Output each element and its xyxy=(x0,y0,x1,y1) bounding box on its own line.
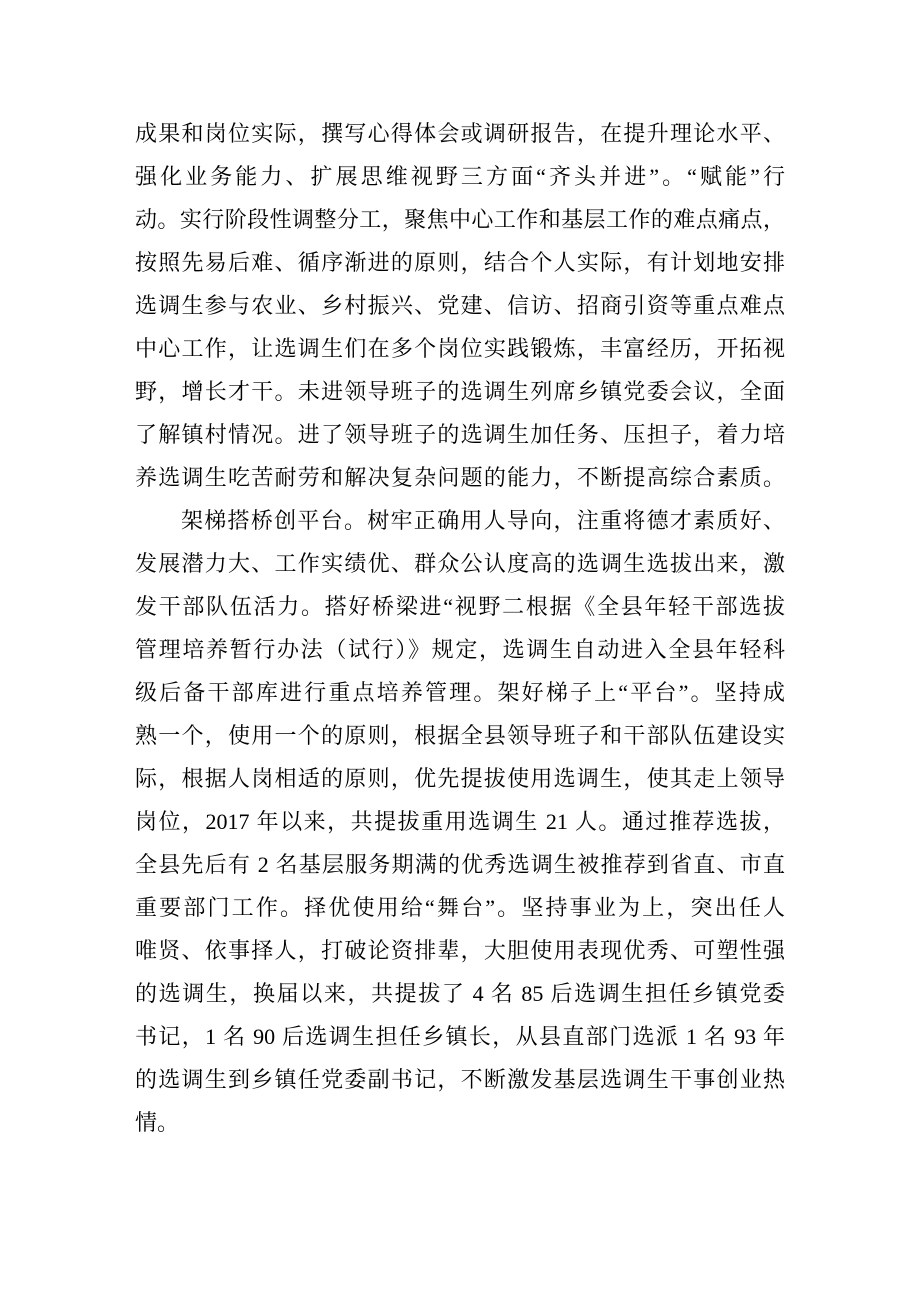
text-line-22: 书记，1 名 90 后选调生担任乡镇长，从县直部门选派 1 名 93 年 xyxy=(135,1024,785,1049)
text-line-9: 养选调生吃苦耐劳和解决复杂问题的能力，不断提高综合素质。 xyxy=(135,465,785,490)
text-line-13: 管理培养暂行办法（试行）》规定，选调生自动进入全县年轻科 xyxy=(135,637,785,662)
text-line-4: 按照先易后难、循序渐进的原则，结合个人实际，有计划地安排 xyxy=(135,250,785,275)
text-line-17: 岗位，2017 年以来，共提拔重用选调生 21 人。通过推荐选拔， xyxy=(135,809,785,834)
text-line-23: 的选调生到乡镇任党委副书记，不断激发基层选调生干事创业热 xyxy=(135,1067,785,1092)
text-line-19: 重要部门工作。择优使用给“舞台”。坚持事业为上，突出任人 xyxy=(135,895,785,920)
text-line-5: 选调生参与农业、乡村振兴、党建、信访、招商引资等重点难点 xyxy=(135,293,785,318)
document-body xyxy=(135,112,785,1144)
text-line-14: 级后备干部库进行重点培养管理。架好梯子上“平台”。坚持成 xyxy=(135,680,785,705)
text-line-11: 发展潜力大、工作实绩优、群众公认度高的选调生选拔出来，激 xyxy=(135,551,785,576)
text-line-2: 强化业务能力、扩展思维视野三方面“齐头并进”。“赋能”行 xyxy=(135,164,785,189)
text-line-18: 全县先后有 2 名基层服务期满的优秀选调生被推荐到省直、市直 xyxy=(135,852,785,877)
text-line-8: 了解镇村情况。进了领导班子的选调生加任务、压担子，着力培 xyxy=(135,422,785,447)
text-line-3: 动。实行阶段性调整分工，聚焦中心工作和基层工作的难点痛点， xyxy=(135,207,785,232)
text-line-7: 野，增长才干。未进领导班子的选调生列席乡镇党委会议，全面 xyxy=(135,379,785,404)
text-line-24-paragraph-end: 情。 xyxy=(135,1110,180,1135)
text-line-1: 成果和岗位实际，撰写心得体会或调研报告，在提升理论水平、 xyxy=(135,121,785,146)
text-line-16: 际，根据人岗相适的原则，优先提拔使用选调生，使其走上领导 xyxy=(135,766,785,791)
text-line-12: 发干部队伍活力。搭好桥梁进“视野二根据《全县年轻干部选拔 xyxy=(135,594,785,619)
text-line-21: 的选调生，换届以来，共提拔了 4 名 85 后选调生担任乡镇党委 xyxy=(135,981,785,1006)
text-line-6: 中心工作，让选调生们在多个岗位实践锻炼，丰富经历，开拓视 xyxy=(135,336,785,361)
text-line-20: 唯贤、依事择人，打破论资排辈，大胆使用表现优秀、可塑性强 xyxy=(135,938,785,963)
text-line-10-paragraph-start: 架梯搭桥创平台。树牢正确用人导向，注重将德才素质好、 xyxy=(181,508,785,533)
text-line-15: 熟一个，使用一个的原则，根据全县领导班子和干部队伍建设实 xyxy=(135,723,785,748)
